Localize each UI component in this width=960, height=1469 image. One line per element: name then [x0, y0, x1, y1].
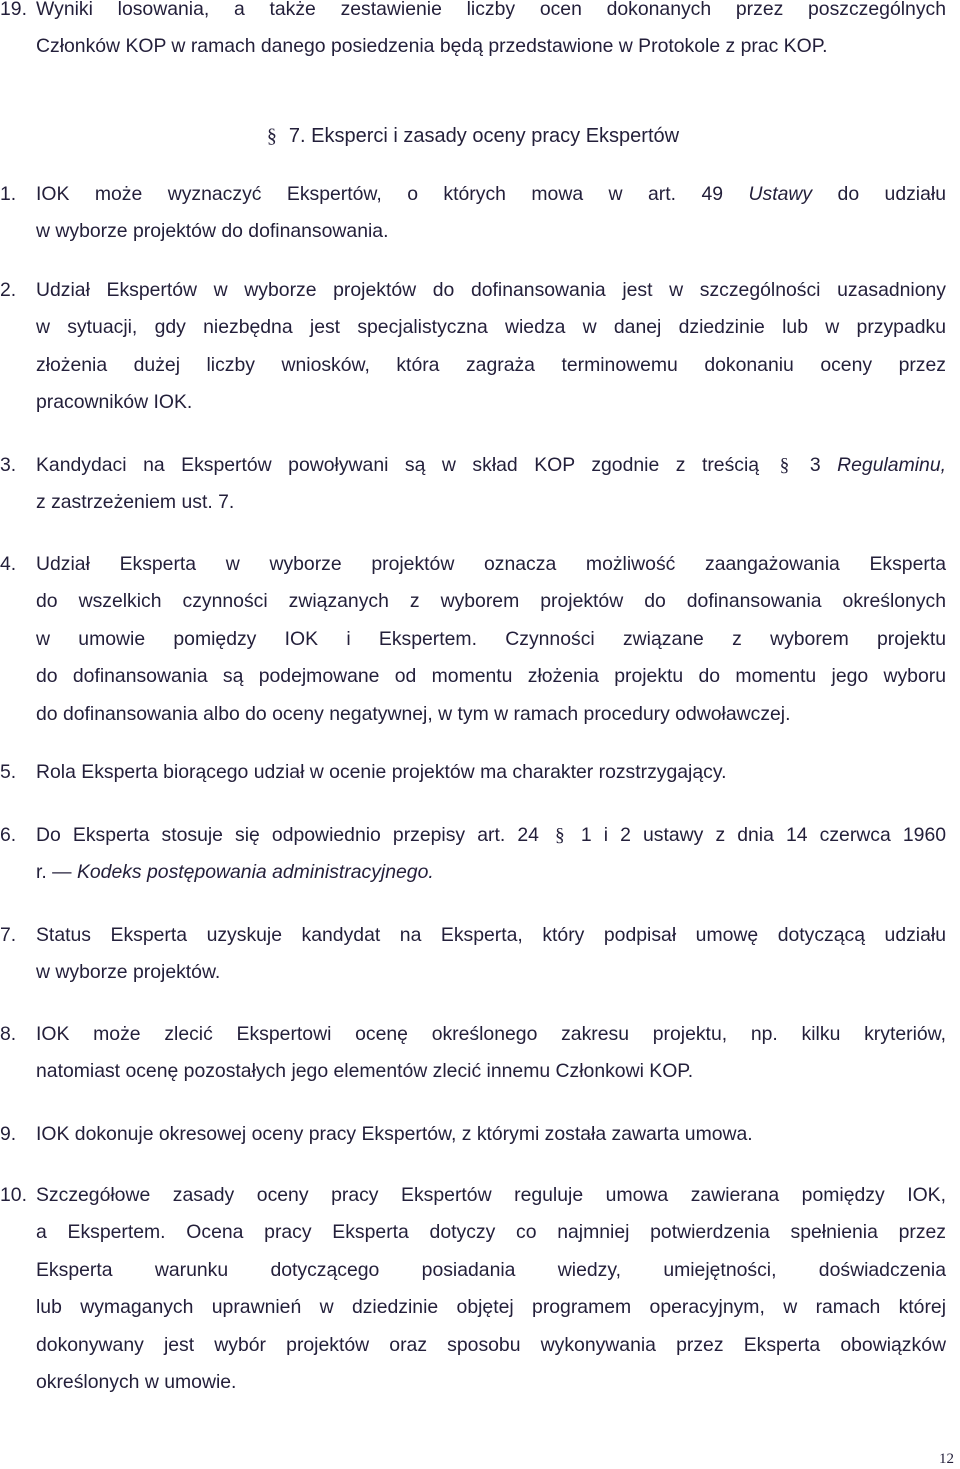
text-line: Rola Eksperta biorącego udział w ocenie projektów ma charakter rozstrzygający. [36, 761, 727, 783]
text-line [36, 176, 946, 213]
paragraph-number: 2. [0, 279, 17, 301]
text-line: do dofinansowania albo do oceny negatywnej, w tym w ramach procedury odwoławczej. [36, 702, 791, 725]
section-sign: § [779, 455, 790, 476]
paragraph-1 [0, 176, 946, 251]
text-line: pracowników IOK. [36, 391, 193, 414]
paragraph-4 [0, 546, 946, 733]
paragraph-number: 1. [0, 183, 17, 205]
text-line: do dofinansowania są podejmowane od momentu złożenia projektu do momentu jego wyboru [36, 665, 946, 688]
italic-run: Regulaminu, [837, 454, 946, 476]
paragraph-7 [0, 917, 946, 992]
paragraph-body [36, 1016, 946, 1091]
paragraph-body [36, 1116, 946, 1153]
section-sign: § [555, 825, 565, 846]
section-heading-text: 7. Eksperci i zasady oceny pracy Ekspertów [288, 125, 680, 147]
section-sign: § [266, 125, 277, 147]
text-run: IOK może wyznaczyć Ekspertów, o których mowa w art. 49 [36, 183, 724, 205]
paragraph-body [36, 754, 946, 791]
text-line: w wyborze projektów do dofinansowania. [36, 220, 389, 243]
italic-run: Ustawy [748, 183, 813, 205]
paragraph-body [36, 1177, 946, 1401]
text-line: Wyniki losowania, a także zestawienie liczby ocen dokonanych przez poszczególnych [36, 0, 946, 20]
paragraph-body [36, 917, 946, 992]
paragraph-body [36, 546, 946, 733]
paragraph-2 [0, 272, 946, 422]
paragraph-body [36, 447, 946, 522]
text-line: Status Eksperta uzyskuje kandydat na Eksperta, który podpisał umowę dotyczącą udziału [36, 924, 946, 946]
italic-run: Kodeks postępowania administracyjnego. [76, 861, 434, 884]
page-number: 12 [939, 1451, 954, 1467]
text-line: określonych w umowie. [36, 1371, 237, 1394]
text-line: lub wymaganych uprawnień w dziedzinie objętej programem operacyjnym, w ramach której [36, 1296, 946, 1319]
paragraph-number: 5. [0, 761, 17, 783]
paragraph-body [36, 272, 946, 422]
text-line: natomiast ocenę pozostałych jego elementów zlecić innemu Członkowi KOP. [36, 1060, 694, 1083]
text-line [36, 817, 946, 854]
text-line [36, 447, 946, 484]
text-line: IOK dokonuje okresowej oceny pracy Ekspertów, z którymi została zawarta umowa. [36, 1123, 753, 1145]
text-run: do udziału [837, 183, 946, 205]
text-line: a Ekspertem. Ocena pracy Eksperta dotyczy co najmniej potwierdzenia spełnienia przez [36, 1221, 946, 1244]
text-line: z zastrzeżeniem ust. 7. [36, 491, 235, 514]
text-line: Udział Eksperta w wyborze projektów oznacza możliwość zaangażowania Eksperta [36, 553, 946, 575]
text-run: Do Eksperta stosuje się odpowiednio przepisy art. 24 [36, 824, 539, 846]
text-line: IOK może zlecić Ekspertowi ocenę określonego zakresu projektu, np. kilku kryteriów, [36, 1023, 946, 1045]
paragraph-number: 8. [0, 1023, 17, 1045]
section-heading [0, 119, 946, 153]
paragraph-6 [0, 817, 946, 892]
paragraph-body [36, 817, 946, 892]
paragraph-number: 9. [0, 1123, 17, 1145]
paragraph-number: 19. [0, 0, 27, 20]
paragraph-body [36, 0, 946, 66]
text-run: 3 [809, 454, 821, 476]
paragraph-10 [0, 1177, 946, 1401]
paragraph-9 [0, 1116, 946, 1153]
paragraph-number: 10. [0, 1184, 27, 1206]
paragraph-8 [0, 1016, 946, 1091]
text-line: do wszelkich czynności związanych z wyborem projektów do dofinansowania określonych [36, 590, 946, 613]
text-run: 1 i 2 ustawy z dnia 14 czerwca 1960 [580, 824, 947, 846]
text-line: dokonywany jest wybór projektów oraz sposobu wykonywania przez Eksperta obowiązków [36, 1333, 946, 1356]
text-line: w umowie pomiędzy IOK i Ekspertem. Czynności związane z wyborem projektu [36, 627, 946, 650]
text-line: złożenia dużej liczby wniosków, która zagraża terminowemu dokonaniu oceny przez [36, 353, 946, 376]
paragraph-number: 7. [0, 924, 17, 946]
text-line: Eksperta warunku dotyczącego posiadania wiedzy, umiejętności, doświadczenia [36, 1258, 946, 1281]
text-line: Szczegółowe zasady oceny pracy Ekspertów reguluje umowa zawierana pomiędzy IOK, [36, 1184, 946, 1206]
text-run: r. — [36, 861, 72, 884]
text-line: Udział Ekspertów w wyborze projektów do dofinansowania jest w szczególności uzasadniony [36, 279, 946, 301]
paragraph-5 [0, 754, 946, 791]
paragraph-19 [0, 0, 946, 66]
text-line: w sytuacji, gdy niezbędna jest specjalistyczna wiedza w danej dziedzinie lub w przypadku [36, 316, 946, 339]
text-line: Członków KOP w ramach danego posiedzenia będą przedstawione w Protokole z prac KOP. [36, 35, 828, 58]
paragraph-number: 3. [0, 454, 17, 476]
text-run: Kandydaci na Ekspertów powoływani są w skład KOP zgodnie z treścią [36, 454, 760, 476]
text-line: w wyborze projektów. [36, 961, 221, 984]
paragraph-3 [0, 447, 946, 522]
paragraph-body [36, 176, 946, 251]
paragraph-number: 4. [0, 553, 17, 575]
text-line [36, 854, 946, 891]
paragraph-number: 6. [0, 824, 17, 846]
